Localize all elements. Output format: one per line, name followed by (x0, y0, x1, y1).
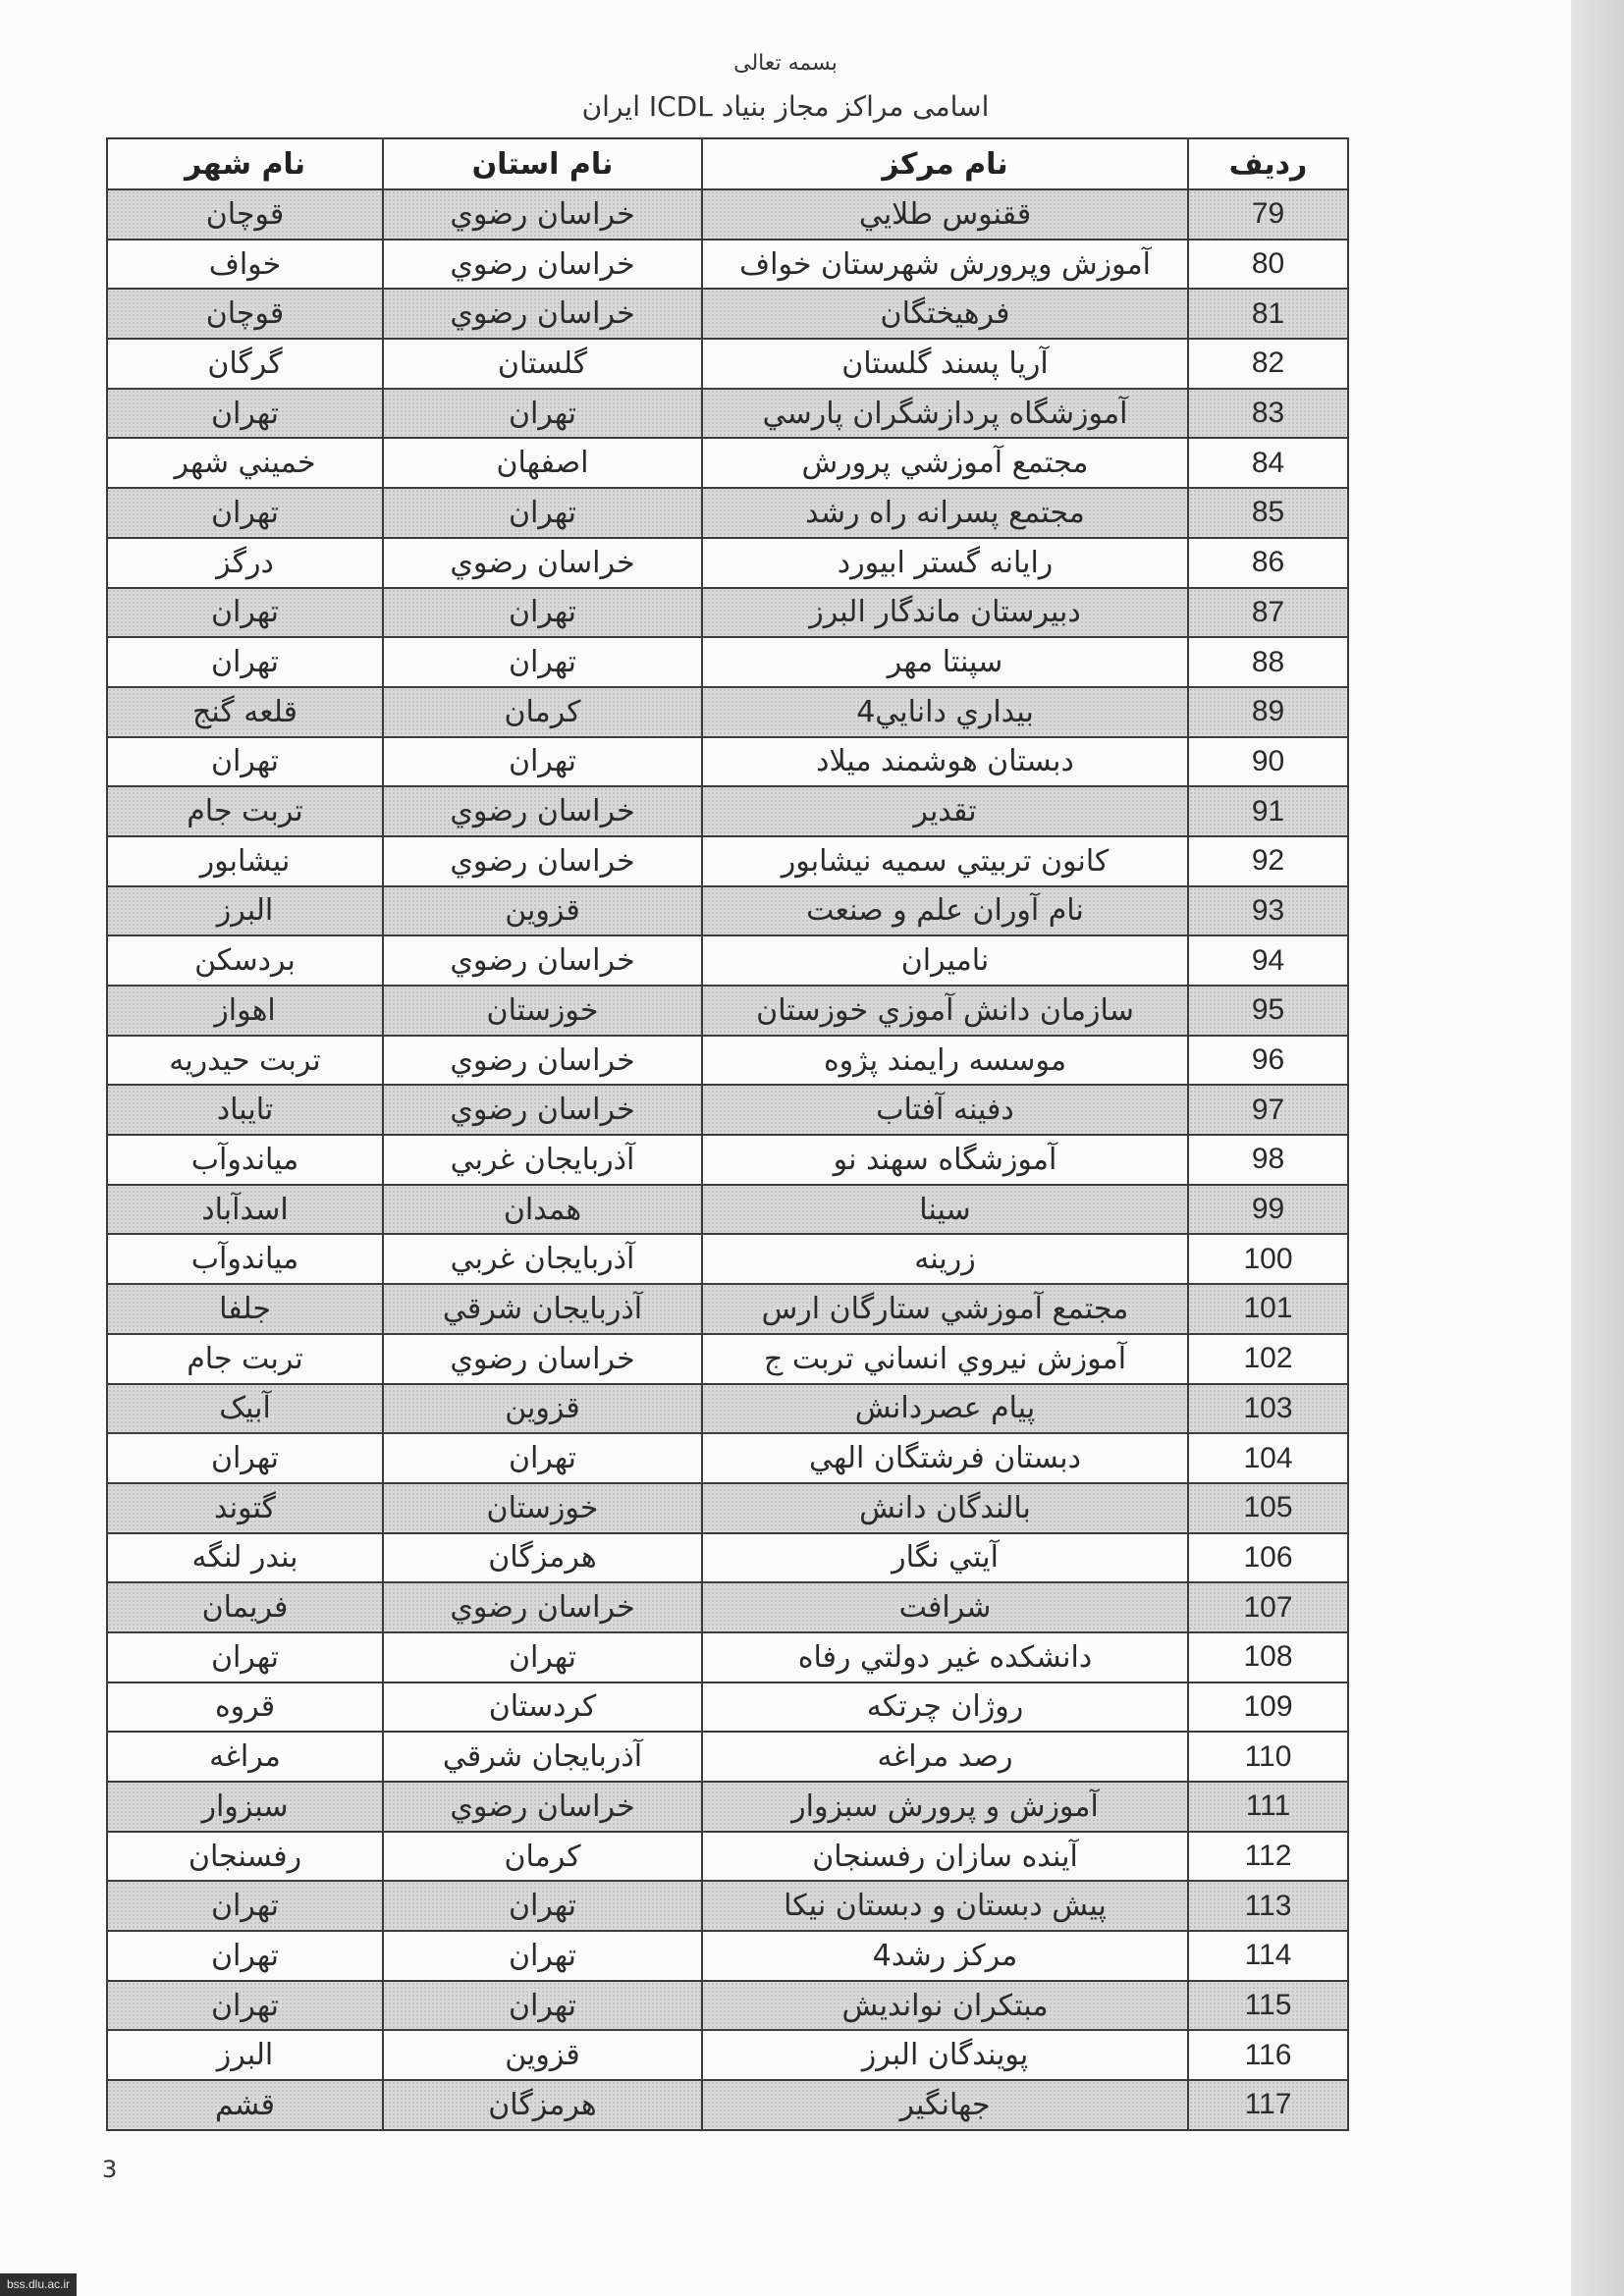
table-row (107, 1931, 1348, 1981)
cell-province: خراسان رضوي (383, 189, 702, 240)
cell-city: تهران (107, 588, 383, 638)
table-row (107, 488, 1348, 538)
cell-province: خراسان رضوي (383, 836, 702, 886)
cell-province: خراسان رضوي (383, 1036, 702, 1086)
cell-radif: 92 (1188, 836, 1348, 886)
cell-radif: 97 (1188, 1085, 1348, 1135)
cell-radif: 112 (1188, 1832, 1348, 1882)
cell-center-name: آموزش و پرورش سبزوار (702, 1782, 1188, 1832)
cell-city: میاندوآب (107, 1234, 383, 1284)
cell-city: خمیني شهر (107, 438, 383, 488)
table-row (107, 1533, 1348, 1583)
cell-radif: 83 (1188, 389, 1348, 439)
cell-city: تهران (107, 1632, 383, 1682)
cell-center-name: روژان چرتکه (702, 1682, 1188, 1733)
cell-province: خراسان رضوي (383, 786, 702, 836)
cell-center-name: سینا (702, 1185, 1188, 1235)
cell-center-name: نامیران (702, 935, 1188, 986)
table-row (107, 1483, 1348, 1533)
cell-center-name: نام آوران علم و صنعت (702, 886, 1188, 936)
cell-radif: 96 (1188, 1036, 1348, 1086)
cell-city: قروه (107, 1682, 383, 1733)
table-row (107, 1085, 1348, 1135)
cell-province: خراسان رضوي (383, 289, 702, 339)
cell-city: جلفا (107, 1284, 383, 1334)
cell-center-name: فرهیختگان (702, 289, 1188, 339)
cell-province: تهران (383, 737, 702, 787)
cell-city: خواف (107, 240, 383, 290)
cell-city: آبیک (107, 1384, 383, 1434)
table-row (107, 1732, 1348, 1782)
cell-radif: 98 (1188, 1135, 1348, 1185)
cell-center-name: مجتمع آموزشي پرورش (702, 438, 1188, 488)
cell-radif: 117 (1188, 2080, 1348, 2130)
cell-radif: 113 (1188, 1881, 1348, 1931)
cell-province: اصفهان (383, 438, 702, 488)
cell-city: بندر لنگه (107, 1533, 383, 1583)
cell-radif: 106 (1188, 1533, 1348, 1583)
table-row (107, 637, 1348, 687)
table-row (107, 339, 1348, 389)
table-row (107, 289, 1348, 339)
table-row (107, 1582, 1348, 1632)
cell-center-name: پویندگان البرز (702, 2030, 1188, 2080)
column-header-center-name: نام مرکز (702, 138, 1188, 189)
cell-center-name: دبستان هوشمند میلاد (702, 737, 1188, 787)
table-row (107, 1234, 1348, 1284)
table-row (107, 1284, 1348, 1334)
cell-center-name: بالندگان دانش (702, 1483, 1188, 1533)
table-row (107, 2030, 1348, 2080)
cell-center-name: مجتمع آموزشي ستارگان ارس (702, 1284, 1188, 1334)
cell-radif: 109 (1188, 1682, 1348, 1733)
cell-city: مراغه (107, 1732, 383, 1782)
table-row (107, 1036, 1348, 1086)
table-row (107, 1881, 1348, 1931)
cell-radif: 93 (1188, 886, 1348, 936)
cell-province: خراسان رضوي (383, 538, 702, 588)
cell-city: تربت جام (107, 1334, 383, 1384)
cell-province: خراسان رضوي (383, 935, 702, 986)
table-body (107, 189, 1348, 2130)
table-row (107, 1782, 1348, 1832)
cell-center-name: سازمان دانش آموزي خوزستان (702, 986, 1188, 1036)
table-row (107, 1981, 1348, 2031)
cell-province: کردستان (383, 1682, 702, 1733)
column-header-city: نام شهر (107, 138, 383, 189)
column-header-province: نام استان (383, 138, 702, 189)
cell-city: تهران (107, 637, 383, 687)
table-row (107, 438, 1348, 488)
document-title: اسامی مراکز مجاز بنیاد ICDL ایران (581, 90, 990, 123)
table-row (107, 2080, 1348, 2130)
table-row (107, 1832, 1348, 1882)
cell-center-name: دبیرستان ماندگار البرز (702, 588, 1188, 638)
cell-province: هرمزگان (383, 1533, 702, 1583)
cell-city: تهران (107, 1881, 383, 1931)
table-row (107, 737, 1348, 787)
cell-center-name: پیش دبستان و دبستان نیکا (702, 1881, 1188, 1931)
column-header-radif: ردیف (1188, 138, 1348, 189)
cell-province: کرمان (383, 1832, 702, 1882)
cell-radif: 80 (1188, 240, 1348, 290)
table-row (107, 1334, 1348, 1384)
cell-province: هرمزگان (383, 2080, 702, 2130)
header-basmala: بسمه تعالی (733, 51, 838, 76)
cell-city: سبزوار (107, 1782, 383, 1832)
cell-city: قشم (107, 2080, 383, 2130)
cell-center-name: ققنوس طلایي (702, 189, 1188, 240)
table-row (107, 1384, 1348, 1434)
cell-city: قلعه گنج (107, 687, 383, 737)
cell-radif: 95 (1188, 986, 1348, 1036)
table-row (107, 189, 1348, 240)
cell-city: قوچان (107, 289, 383, 339)
site-watermark: bss.dlu.ac.ir (0, 2273, 77, 2296)
cell-city: گرگان (107, 339, 383, 389)
cell-province: تهران (383, 637, 702, 687)
cell-radif: 116 (1188, 2030, 1348, 2080)
cell-radif: 89 (1188, 687, 1348, 737)
cell-center-name: دبستان فرشتگان الهي (702, 1433, 1188, 1483)
table-row (107, 1682, 1348, 1733)
cell-center-name: کانون تربیتي سمیه نیشابور (702, 836, 1188, 886)
cell-radif: 102 (1188, 1334, 1348, 1384)
cell-radif: 94 (1188, 935, 1348, 986)
cell-province: خوزستان (383, 1483, 702, 1533)
cell-city: گتوند (107, 1483, 383, 1533)
cell-center-name: آموزش نیروي انساني تربت ج (702, 1334, 1188, 1384)
table-row (107, 588, 1348, 638)
cell-province: تهران (383, 1433, 702, 1483)
cell-center-name: جهانگیر (702, 2080, 1188, 2130)
cell-city: تهران (107, 1433, 383, 1483)
cell-radif: 100 (1188, 1234, 1348, 1284)
cell-radif: 91 (1188, 786, 1348, 836)
cell-city: اسدآباد (107, 1185, 383, 1235)
cell-radif: 90 (1188, 737, 1348, 787)
cell-radif: 79 (1188, 189, 1348, 240)
cell-center-name: آینده سازان رفسنجان (702, 1832, 1188, 1882)
cell-city: تهران (107, 488, 383, 538)
cell-radif: 85 (1188, 488, 1348, 538)
cell-city: البرز (107, 2030, 383, 2080)
cell-province: خراسان رضوي (383, 1085, 702, 1135)
cell-province: آذربایجان شرقي (383, 1284, 702, 1334)
cell-center-name: پیام عصردانش (702, 1384, 1188, 1434)
cell-province: تهران (383, 389, 702, 439)
cell-city: تهران (107, 737, 383, 787)
cell-province: تهران (383, 1632, 702, 1682)
cell-center-name: موسسه رایمند پژوه (702, 1036, 1188, 1086)
table-row (107, 1433, 1348, 1483)
cell-province: تهران (383, 1931, 702, 1981)
table-row (107, 886, 1348, 936)
cell-radif: 82 (1188, 339, 1348, 389)
table-row (107, 1632, 1348, 1682)
cell-province: خوزستان (383, 986, 702, 1036)
cell-city: رفسنجان (107, 1832, 383, 1882)
cell-city: درگز (107, 538, 383, 588)
cell-city: تربت جام (107, 786, 383, 836)
cell-city: تهران (107, 1981, 383, 2031)
cell-province: قزوین (383, 2030, 702, 2080)
cell-province: خراسان رضوي (383, 240, 702, 290)
cell-city: تایباد (107, 1085, 383, 1135)
cell-radif: 108 (1188, 1632, 1348, 1682)
cell-center-name: زرینه (702, 1234, 1188, 1284)
cell-province: کرمان (383, 687, 702, 737)
cell-province: قزوین (383, 886, 702, 936)
cell-radif: 84 (1188, 438, 1348, 488)
cell-radif: 88 (1188, 637, 1348, 687)
table-row (107, 538, 1348, 588)
cell-radif: 114 (1188, 1931, 1348, 1981)
cell-radif: 115 (1188, 1981, 1348, 2031)
table-row (107, 1185, 1348, 1235)
cell-city: بردسکن (107, 935, 383, 986)
cell-radif: 111 (1188, 1782, 1348, 1832)
cell-center-name: آموزش وپرورش شهرستان خواف (702, 240, 1188, 290)
cell-city: نیشابور (107, 836, 383, 886)
cell-center-name: رصد مراغه (702, 1732, 1188, 1782)
centers-table (106, 137, 1349, 2131)
cell-center-name: آموزشگاه سهند نو (702, 1135, 1188, 1185)
page-number: 3 (102, 2156, 118, 2183)
table-row (107, 687, 1348, 737)
table-row (107, 1135, 1348, 1185)
cell-province: تهران (383, 1881, 702, 1931)
cell-province: آذربایجان غربي (383, 1135, 702, 1185)
cell-center-name: مجتمع پسرانه راه رشد (702, 488, 1188, 538)
cell-center-name: شرافت (702, 1582, 1188, 1632)
cell-province: آذربایجان غربي (383, 1234, 702, 1284)
table-row (107, 240, 1348, 290)
cell-city: البرز (107, 886, 383, 936)
cell-radif: 107 (1188, 1582, 1348, 1632)
cell-center-name: رایانه گستر ابیورد (702, 538, 1188, 588)
cell-center-name: تقدیر (702, 786, 1188, 836)
cell-center-name: آیتي نگار (702, 1533, 1188, 1583)
cell-province: آذربایجان شرقي (383, 1732, 702, 1782)
cell-city: تهران (107, 1931, 383, 1981)
cell-radif: 104 (1188, 1433, 1348, 1483)
cell-radif: 81 (1188, 289, 1348, 339)
cell-radif: 110 (1188, 1732, 1348, 1782)
cell-radif: 101 (1188, 1284, 1348, 1334)
cell-province: تهران (383, 1981, 702, 2031)
table-row (107, 786, 1348, 836)
cell-radif: 99 (1188, 1185, 1348, 1235)
cell-city: قوچان (107, 189, 383, 240)
cell-city: تربت حیدریه (107, 1036, 383, 1086)
cell-center-name: آریا پسند گلستان (702, 339, 1188, 389)
cell-province: همدان (383, 1185, 702, 1235)
table-header-row (107, 138, 1348, 189)
table-row (107, 389, 1348, 439)
table-row (107, 836, 1348, 886)
cell-city: اهواز (107, 986, 383, 1036)
cell-center-name: آموزشگاه پردازشگران پارسي (702, 389, 1188, 439)
scan-margin (1571, 0, 1624, 2296)
table-row (107, 986, 1348, 1036)
cell-province: قزوین (383, 1384, 702, 1434)
cell-radif: 87 (1188, 588, 1348, 638)
cell-city: میاندوآب (107, 1135, 383, 1185)
cell-radif: 105 (1188, 1483, 1348, 1533)
cell-province: تهران (383, 588, 702, 638)
cell-province: تهران (383, 488, 702, 538)
cell-province: گلستان (383, 339, 702, 389)
cell-center-name: دانشکده غیر دولتي رفاه (702, 1632, 1188, 1682)
table-row (107, 935, 1348, 986)
cell-city: فریمان (107, 1582, 383, 1632)
cell-center-name: دفینه آفتاب (702, 1085, 1188, 1135)
cell-province: خراسان رضوي (383, 1334, 702, 1384)
cell-center-name: بیداري دانایي4 (702, 687, 1188, 737)
cell-city: تهران (107, 389, 383, 439)
cell-center-name: مرکز رشد4 (702, 1931, 1188, 1981)
cell-radif: 86 (1188, 538, 1348, 588)
cell-center-name: مبتکران نواندیش (702, 1981, 1188, 2031)
cell-province: خراسان رضوي (383, 1782, 702, 1832)
cell-province: خراسان رضوي (383, 1582, 702, 1632)
cell-radif: 103 (1188, 1384, 1348, 1434)
cell-center-name: سپنتا مهر (702, 637, 1188, 687)
